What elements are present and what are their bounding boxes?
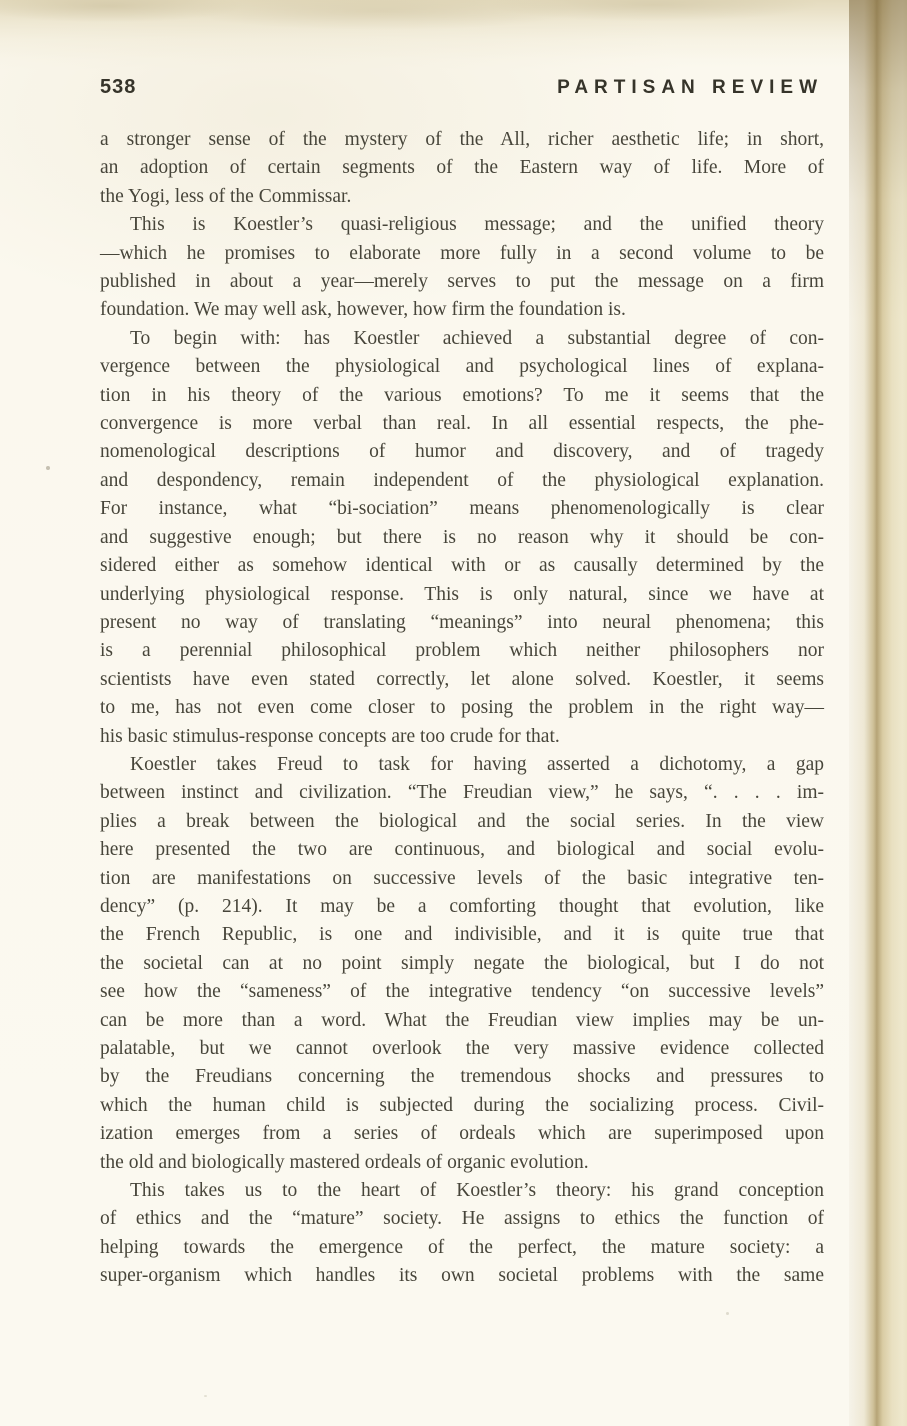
text-line: to me, has not even come closer to posing the problem in the right way—: [100, 697, 824, 719]
text-line: of ethics and the “mature” society. He assigns to ethics the function of: [100, 1208, 824, 1230]
text-line: the Yogi, less of the Commissar.: [100, 185, 352, 207]
text-line: Koestler takes Freud to task for having asserted a dichotomy, a gap: [130, 753, 824, 775]
scan-speck: [204, 1395, 207, 1397]
text-line: which the human child is subjected during the socializing process. Civil-: [100, 1094, 824, 1116]
text-line: For instance, what “bi-sociation” means phenomenologically is clear: [100, 498, 824, 520]
paragraph: [100, 751, 824, 1177]
text-line: and despondency, remain independent of the physiological explanation.: [100, 469, 824, 491]
text-line: can be more than a word. What the Freudian view implies may be un-: [100, 1009, 824, 1031]
text-line: is a perennial philosophical problem which neither philosophers nor: [100, 640, 824, 662]
journal-title: PARTISAN REVIEW: [557, 77, 823, 98]
text-line: the societal can at no point simply negate the biological, but I do not: [100, 952, 824, 974]
text-line: foundation. We may well ask, however, how firm the foundation is.: [100, 299, 626, 321]
text-line: helping towards the emergence of the perfect, the mature society: a: [100, 1236, 824, 1258]
text-line: ization emerges from a series of ordeals which are superimposed upon: [100, 1123, 824, 1145]
text-line: plies a break between the biological and the social series. In the view: [100, 810, 824, 832]
text-line: dency” (p. 214). It may be a comforting thought that evolution, like: [100, 895, 824, 917]
body-text: [100, 126, 824, 1291]
text-line: the French Republic, is one and indivisible, and it is quite true that: [100, 924, 824, 946]
page-top-shade: [0, 0, 907, 60]
text-line: published in about a year—merely serves to put the message on a firm: [100, 271, 824, 293]
text-line: the old and biologically mastered ordeals of organic evolution.: [100, 1151, 589, 1173]
text-line: between instinct and civilization. “The Freudian view,” he says, “. . . . im-: [100, 782, 824, 804]
text-line: —which he promises to elaborate more fully in a second volume to be: [100, 242, 824, 264]
text-line: tion in his theory of the various emotions? To me it seems that the: [100, 384, 824, 406]
text-line: palatable, but we cannot overlook the very massive evidence collected: [100, 1038, 824, 1059]
text-line: This takes us to the heart of Koestler’s theory: his grand conception: [130, 1180, 824, 1202]
text-line: tion are manifestations on successive levels of the basic integrative ten-: [100, 867, 824, 889]
text-line: see how the “sameness” of the integrative tendency “on successive levels”: [100, 981, 824, 1003]
text-line: nomenological descriptions of humor and discovery, and of tragedy: [100, 441, 824, 463]
paragraph: [100, 126, 824, 211]
text-line: scientists have even stated correctly, let alone solved. Koestler, it seems: [100, 668, 824, 690]
text-line: present no way of translating “meanings” into neural phenomena; this: [100, 611, 824, 633]
paragraph: [100, 1177, 824, 1291]
text-line: sidered either as somehow identical with or as causally determined by the: [100, 555, 824, 577]
text-line: To begin with: has Koestler achieved a substantial degree of con-: [130, 327, 824, 349]
page-binding-shadow: [849, 0, 907, 1426]
page-header: [100, 76, 823, 99]
text-line: and suggestive enough; but there is no reason why it should be con-: [100, 526, 824, 548]
text-line: an adoption of certain segments of the Eastern way of life. More of: [100, 157, 824, 179]
text-line: vergence between the physiological and psychological lines of explana-: [100, 356, 824, 378]
text-line: super-organism which handles its own societal problems with the same: [100, 1265, 824, 1287]
paragraph: [100, 325, 824, 751]
text-line: This is Koestler’s quasi-religious message; and the unified theory: [130, 214, 824, 236]
paragraph: [100, 211, 824, 325]
text-line: by the Freudians concerning the tremendous shocks and pressures to: [100, 1066, 824, 1088]
text-line: a stronger sense of the mystery of the All, richer aesthetic life; in short,: [100, 129, 824, 150]
text-line: underlying physiological response. This is only natural, since we have at: [100, 583, 824, 605]
scan-speck: [46, 466, 50, 470]
page-number: 538: [100, 76, 137, 98]
text-line: here presented the two are continuous, and biological and social evolu-: [100, 839, 824, 861]
scan-speck: [726, 1312, 729, 1315]
text-line: convergence is more verbal than real. In all essential respects, the phe-: [100, 413, 824, 435]
text-line: his basic stimulus-response concepts are too crude for that.: [100, 725, 560, 747]
